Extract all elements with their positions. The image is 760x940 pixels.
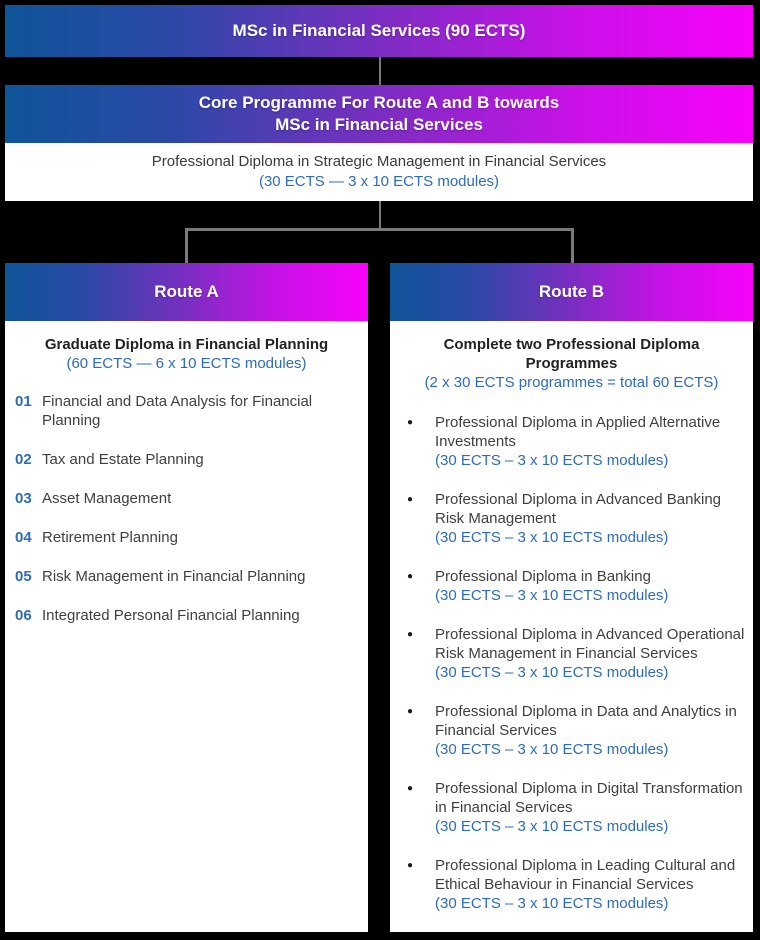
route-a-header-label: Route A (154, 282, 219, 301)
msc-title-banner (5, 5, 753, 57)
connector-route-a-vertical (185, 228, 188, 263)
core-ects-note: (30 ECTS — 3 x 10 ECTS modules) (258, 173, 500, 190)
programme-name: Professional Diploma in Advanced Operational Risk Management in Financial Services (435, 626, 745, 662)
module-name: Risk Management in Financial Planning (42, 568, 306, 585)
module-item (15, 450, 358, 469)
programme-ects: (30 ECTS – 3 x 10 ECTS modules) (435, 587, 669, 604)
programme-ects: (30 ECTS – 3 x 10 ECTS modules) (435, 818, 669, 835)
module-number: 06 (15, 607, 32, 624)
core-header-line1: Core Programme For Route A and B towards (198, 93, 560, 112)
route-a-title: Graduate Diploma in Financial Planning (44, 336, 329, 353)
module-name: Tax and Estate Planning (42, 451, 204, 468)
programme-name: Professional Diploma in Digital Transformation in Financial Services (435, 780, 743, 816)
bullet-icon: ● (407, 860, 414, 871)
module-number: 05 (15, 568, 32, 585)
module-item (15, 392, 358, 430)
module-item (15, 567, 358, 586)
programme-name: Professional Diploma in Data and Analytics in Financial Services (435, 703, 737, 739)
bullet-icon: ● (407, 629, 414, 640)
programme-item (390, 856, 753, 913)
module-number: 03 (15, 490, 32, 507)
programme-item (390, 702, 753, 759)
programme-ects: (30 ECTS – 3 x 10 ECTS modules) (435, 895, 669, 912)
module-number: 02 (15, 451, 32, 468)
programme-ects: (30 ECTS – 3 x 10 ECTS modules) (435, 529, 669, 546)
route-b-programme-list (390, 413, 753, 913)
msc-title: MSc in Financial Services (90 ECTS) (232, 21, 526, 40)
programme-name: Professional Diploma in Advanced Banking Risk Management (435, 491, 722, 527)
module-number: 01 (15, 393, 32, 410)
route-a-box (5, 263, 368, 932)
route-b-header (390, 263, 753, 321)
module-name: Financial and Data Analysis for Financial Planning (42, 393, 313, 429)
connector-route-b-vertical (571, 228, 574, 263)
programme-item (390, 779, 753, 836)
module-item (15, 528, 358, 547)
programme-name: Professional Diploma in Banking (435, 568, 651, 585)
route-b-title: Complete two Professional Diploma Programmes (443, 336, 700, 372)
route-b-subtitle: (2 x 30 ECTS programmes = total 60 ECTS) (424, 374, 719, 391)
route-b-header-label: Route B (538, 282, 605, 301)
bullet-icon: ● (407, 783, 414, 794)
programme-name: Professional Diploma in Leading Cultural and Ethical Behaviour in Financial Services (435, 857, 736, 893)
programme-ects: (30 ECTS – 3 x 10 ECTS modules) (435, 664, 669, 681)
connector-horizontal (185, 228, 574, 231)
route-b-box (390, 263, 753, 932)
bullet-icon: ● (407, 494, 414, 505)
module-name: Asset Management (42, 490, 172, 507)
programme-ects: (30 ECTS – 3 x 10 ECTS modules) (435, 452, 669, 469)
programme-item (390, 625, 753, 682)
bullet-icon: ● (407, 417, 414, 428)
connector-mid-vertical (379, 201, 381, 229)
module-name: Integrated Personal Financial Planning (42, 607, 300, 624)
connector-top-vertical (379, 57, 381, 85)
module-item (15, 489, 358, 508)
bullet-icon: ● (407, 706, 414, 717)
route-b-body (390, 321, 753, 932)
programme-name: Professional Diploma in Applied Alternative Investments (435, 414, 721, 450)
module-number: 04 (15, 529, 32, 546)
programme-item (390, 413, 753, 470)
route-a-module-list (5, 392, 368, 625)
bullet-icon: ● (407, 571, 414, 582)
core-diploma-title: Professional Diploma in Strategic Management in Financial Services (151, 153, 607, 170)
programme-item (390, 490, 753, 547)
core-header-line2: MSc in Financial Services (275, 115, 483, 134)
core-programme-box (5, 85, 753, 201)
module-item (15, 606, 358, 625)
programme-item (390, 567, 753, 605)
core-programme-body (5, 143, 753, 201)
route-a-subtitle: (60 ECTS — 6 x 10 ECTS modules) (66, 355, 307, 372)
programme-ects: (30 ECTS – 3 x 10 ECTS modules) (435, 741, 669, 758)
module-name: Retirement Planning (42, 529, 178, 546)
route-a-body (5, 321, 368, 932)
route-a-header (5, 263, 368, 321)
core-programme-header (5, 85, 753, 143)
